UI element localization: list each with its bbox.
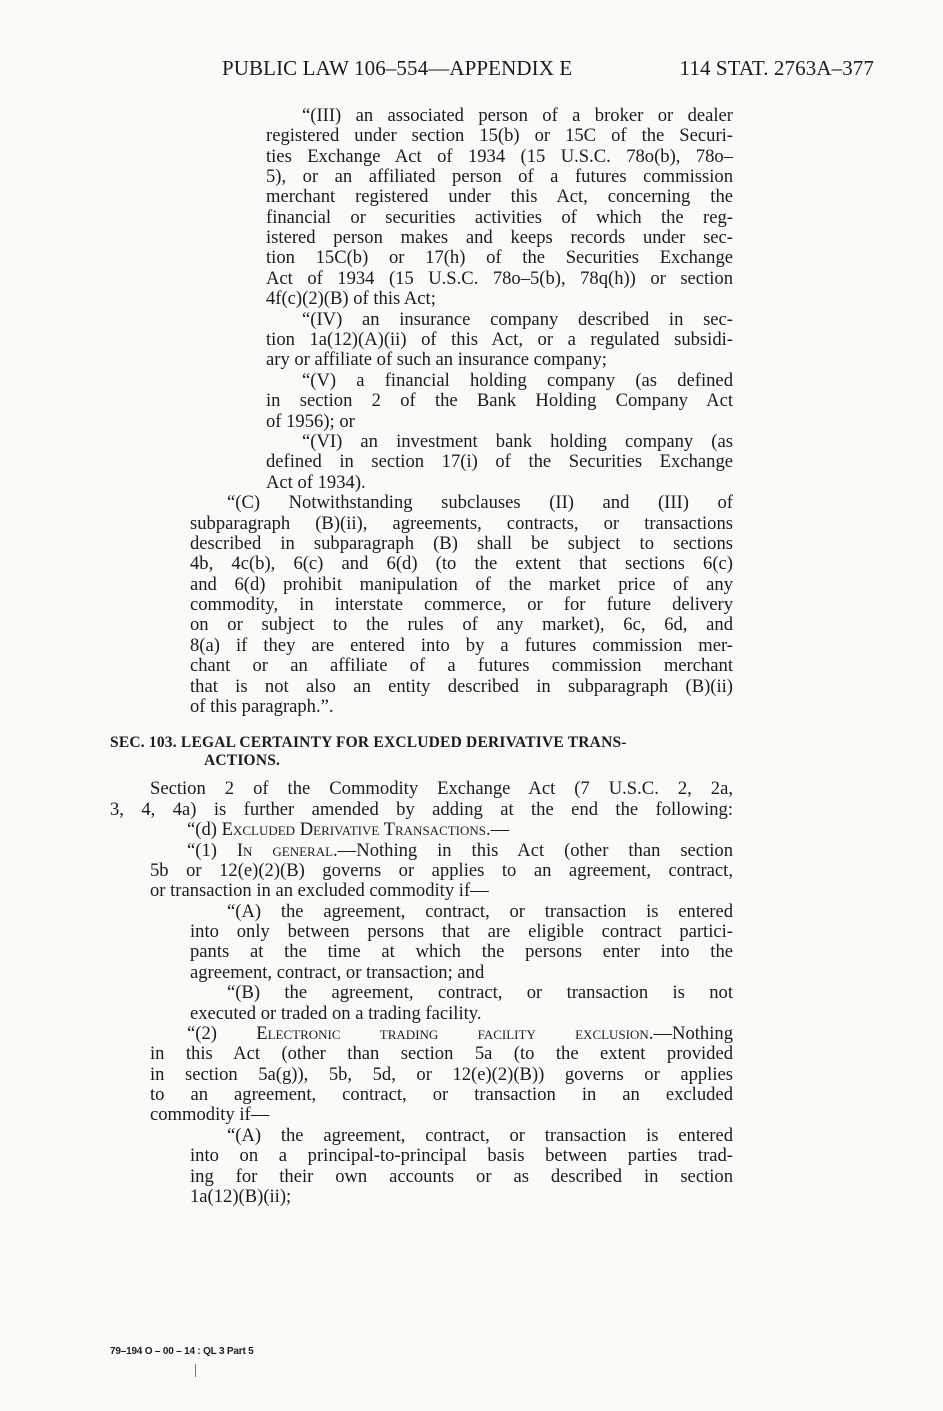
text-line: “(B) the agreement, contract, or transaction is not xyxy=(227,982,733,1003)
text-line: described in subparagraph (B) shall be subject to sections xyxy=(190,533,733,554)
text-line: subparagraph (B)(ii), agreements, contracts, or transactions xyxy=(190,513,733,534)
paragraph-heading-2 xyxy=(187,1024,733,1044)
text-line: ing for their own accounts or as described in section xyxy=(190,1166,733,1187)
paragraph-heading-1 xyxy=(187,841,733,861)
text-line: chant or an affiliate of a futures commission merchant xyxy=(190,655,733,676)
running-header xyxy=(222,56,874,81)
text-line: in section 2 of the Bank Holding Company Act xyxy=(266,390,733,411)
print-job-code: 79–194 O – 00 – 14 : QL 3 Part 5 xyxy=(110,1346,254,1357)
text-line: of 1956); or xyxy=(266,411,355,432)
paragraph-title: In general xyxy=(236,840,334,861)
text-line: “(VI) an investment bank holding company (as xyxy=(302,431,733,452)
text-line: registered under section 15(b) or 15C of the Securi- xyxy=(266,125,733,146)
subsection-label: “(d) xyxy=(187,819,222,840)
section-heading-continued: ACTIONS. xyxy=(204,752,281,769)
text-line: or transaction in an excluded commodity if— xyxy=(150,880,489,901)
text-line: defined in section 17(i) of the Securities Exchange xyxy=(266,451,733,472)
text-line: tion 1a(12)(A)(ii) of this Act, or a regulated subsidi- xyxy=(266,329,733,350)
paragraph-label: “(2) xyxy=(187,1023,257,1044)
text-line: “(C) Notwithstanding subclauses (II) and (III) of xyxy=(227,492,733,513)
text-line: “(A) the agreement, contract, or transaction is entered xyxy=(227,1125,733,1146)
stray-mark xyxy=(195,1364,196,1377)
text-line: that is not also an entity described in subparagraph (B)(ii) xyxy=(190,676,733,697)
text-line: “(A) the agreement, contract, or transaction is entered xyxy=(227,901,733,922)
text-line: and 6(d) prohibit manipulation of the market price of any xyxy=(190,574,733,595)
text-line: 4b, 4c(b), 6(c) and 6(d) (to the extent that sections 6(c) xyxy=(190,553,733,574)
paragraph-label: “(1) xyxy=(187,840,237,861)
text-line: commodity, in interstate commerce, or for future delivery xyxy=(190,594,733,615)
text-line: merchant registered under this Act, concerning the xyxy=(266,186,733,207)
text-line: tion 15C(b) or 17(h) of the Securities Exchange xyxy=(266,247,733,268)
text-line: of this paragraph.”. xyxy=(190,696,334,717)
text-line: istered person makes and keeps records under sec- xyxy=(266,227,733,248)
text-line: 8(a) if they are entered into by a futures commission mer- xyxy=(190,635,733,656)
text-line: financial or securities activities of which the reg- xyxy=(266,207,733,228)
text-line: Section 2 of the Commodity Exchange Act (7 U.S.C. 2, 2a, xyxy=(150,778,733,799)
text-line: Act of 1934 (15 U.S.C. 78o–5(b), 78q(h)) or section xyxy=(266,268,733,289)
text-line: to an agreement, contract, or transaction in an excluded xyxy=(150,1084,733,1105)
text-line: 5b or 12(e)(2)(B) governs or applies to an agreement, contract, xyxy=(150,860,733,881)
text-line: in section 5a(g)), 5b, 5d, or 12(e)(2)(B)) governs or applies xyxy=(150,1064,733,1085)
text-line: 1a(12)(B)(ii); xyxy=(190,1186,292,1207)
text-line: agreement, contract, or transaction; and xyxy=(190,962,485,983)
section-heading: SEC. 103. LEGAL CERTAINTY FOR EXCLUDED DERIVATIVE TRANS- xyxy=(110,734,627,751)
subsection-dash: .— xyxy=(486,819,510,840)
text-line: pants at the time at which the persons enter into the xyxy=(190,941,733,962)
text-line: “(IV) an insurance company described in sec- xyxy=(302,309,733,330)
paragraph-text: .—Nothing in this Act (other than section xyxy=(333,840,733,861)
text-line: into only between persons that are eligible contract partici- xyxy=(190,921,733,942)
header-title: PUBLIC LAW 106–554—APPENDIX E xyxy=(222,56,573,80)
paragraph-text: .—Nothing xyxy=(648,1023,733,1044)
text-line: on or subject to the rules of any market), 6c, 6d, and xyxy=(190,614,733,635)
text-line: 3, 4, 4a) is further amended by adding at the end the following: xyxy=(110,799,733,820)
text-line: Act of 1934). xyxy=(266,472,366,493)
text-line: “(V) a financial holding company (as defined xyxy=(302,370,733,391)
text-line: 4f(c)(2)(B) of this Act; xyxy=(266,288,436,309)
text-line: “(III) an associated person of a broker or dealer xyxy=(302,105,733,126)
text-line: ties Exchange Act of 1934 (15 U.S.C. 78o(b), 78o– xyxy=(266,146,733,167)
text-line: in this Act (other than section 5a (to the extent provided xyxy=(150,1043,733,1064)
subsection-title: Excluded Derivative Transactions xyxy=(221,819,487,840)
header-stat-page: 114 STAT. 2763A–377 xyxy=(679,56,874,80)
subsection-heading-d xyxy=(187,820,733,840)
paragraph-title: Electronic trading facility exclusion xyxy=(256,1023,649,1044)
text-line: executed or traded on a trading facility. xyxy=(190,1003,482,1024)
text-line: commodity if— xyxy=(150,1104,270,1125)
text-line: 5), or an affiliated person of a futures commission xyxy=(266,166,733,187)
text-line: into on a principal-to-principal basis between parties trad- xyxy=(190,1145,733,1166)
text-line: ary or affiliate of such an insurance company; xyxy=(266,349,607,370)
